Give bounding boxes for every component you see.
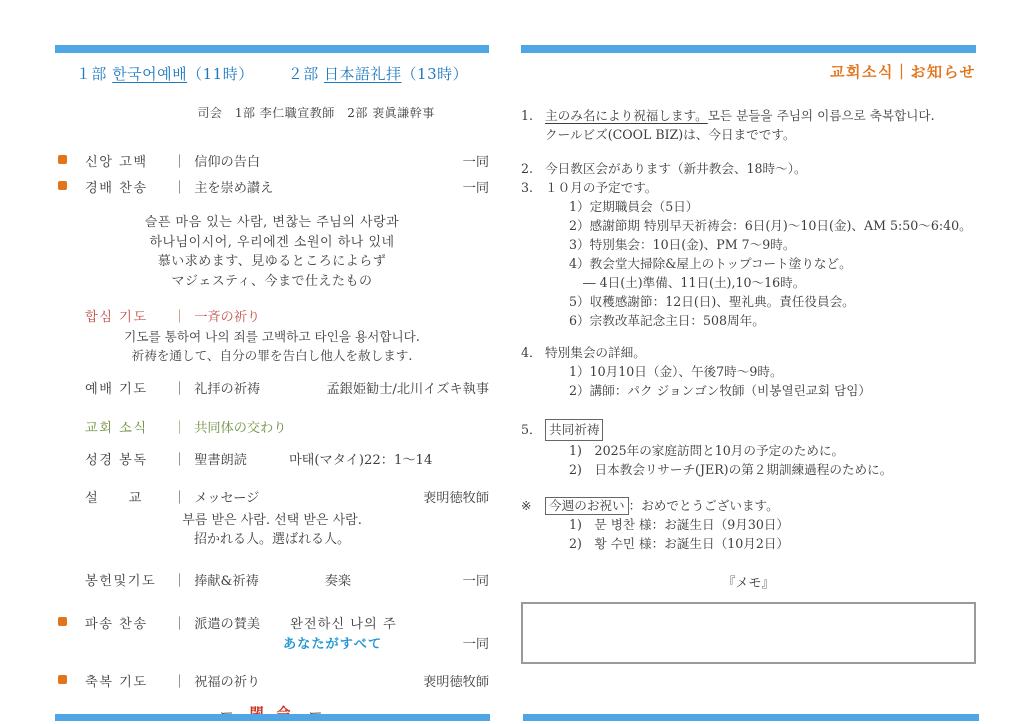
item-text-rest: 모든 분들을 주님의 이름으로 축복합니다. [707,108,935,123]
announcement-line: 1) 2025年の家庭訪問と10月の予定のために。 [569,443,845,458]
union-prayer-description [55,328,489,365]
sermon-title-block [55,512,489,549]
order-row-praise [55,177,489,196]
row-label-ko: 파송 찬송 [85,617,148,632]
left-bottom-bar [55,714,490,721]
hymn-line: 하나님이시어, 우리에겐 소원이 하나 있네 [149,234,395,250]
order-row-sending-hymn [55,613,489,632]
row-label-ja: 祝福の祈り [194,675,261,690]
bullet-square-icon [58,617,67,626]
label-separator: ｜ [173,421,187,436]
note-text [545,496,779,515]
row-label-ja: メッセージ [194,491,260,506]
part2-time: （13時） [401,65,469,83]
row-performer: 一同 [462,181,490,196]
service-title [55,63,489,84]
label-separator: ｜ [173,181,187,196]
row-label-ko: 신앙 고백 [85,155,148,170]
union-prayer-desc-ja: 祈祷を通して、自分の罪を告白し他人を赦します. [131,347,413,363]
label-separator: ｜ [173,453,187,468]
item-text: １０月の予定です。 [545,180,658,195]
row-performer: 一同 [462,155,490,170]
row-label-ja: 一斉の祈り [194,310,261,325]
label-separator: ｜ [173,675,187,690]
announcement-line: クールビズ(COOL BIZ)は、今日までです。 [545,127,796,142]
row-label-ko: 축복 기도 [85,675,148,690]
item-number: 5． [521,422,542,437]
announcement-line: 2) 日本教会リサーチ(JER)の第２期訓練過程のために。 [569,462,893,477]
label-separator: ｜ [173,574,187,589]
part1-time: （11時） [187,65,254,83]
row-label-ja: 主を崇め讃え [194,181,274,196]
offering-music: 奏楽 [324,574,352,589]
part2-label: ２部 [287,65,319,83]
worship-order-column [55,45,489,723]
announcement-line: 2）講師：パク ジョンゴン牧師（비봉열린교회 담임） [569,383,872,398]
item-text [545,106,935,125]
announcement-note [521,496,976,515]
item-text: 今日教区会があります（新井教会、18時～）。 [545,161,807,176]
bullet-square-icon [58,675,67,684]
row-label-ja: 捧献&祈祷 [194,574,259,589]
announcements-column [521,45,976,723]
row-label-ko: 성경 봉독 [85,453,148,468]
item-number: 2. [521,161,534,176]
sending-song-ko: 완전하신 나의 주 [290,617,397,632]
order-row-confession [55,151,489,170]
announcement-line: 6）宗教改革記念主日：508周年。 [569,313,765,328]
label-separator: ｜ [173,382,187,397]
sermon-title-ko: 부름 받은 사람. 선택 받은 사람. [182,513,362,528]
item-text-boxed: 共同祈祷 [545,419,603,441]
left-top-bar [55,45,489,53]
item-number: 4． [521,345,542,360]
sending-hymn-second-line [55,633,489,652]
note-star: ※ [521,498,532,513]
order-row-worship-prayer [55,378,489,397]
part1-service-name: 한국어예배 [112,65,188,83]
hymn-line: 슬픈 마음 있는 사람, 변찮는 주님의 사랑과 [144,215,400,230]
announcement-item-4 [521,343,976,362]
order-row-offering [55,570,489,589]
announcement-line: ― 4日(土)準備、11日(土),10～16時。 [583,275,806,290]
note-text-rest: ：おめでとうございます。 [628,498,779,513]
order-row-church-news [55,417,489,436]
order-row-scripture [55,449,489,468]
announcement-item-3 [521,178,976,197]
row-label-ja: 派遣の賛美 [194,617,261,632]
row-label-ko: 예배 기도 [85,382,148,397]
announcement-item-1 [521,106,976,125]
announcement-line: 2) 황 수민 様：お誕生日（10月2日） [569,536,790,551]
scripture-reference: 마태(マタイ)22：1～14 [288,453,433,468]
row-performer: 孟銀姫勧士/北川イズキ執事 [326,382,490,397]
moderator-line: 司会 1部 李仁職宣教師 2部 裵眞謙幹事 [197,106,435,120]
row-label-ja: 礼拝の祈祷 [194,382,261,397]
label-separator: ｜ [173,310,187,325]
right-bottom-bar [523,714,979,721]
order-row-sermon [55,487,489,506]
item-text-underlined: 主のみ名により祝福します。 [545,108,708,123]
row-performer: 一同 [462,574,490,589]
label-separator: ｜ [173,617,187,632]
announcement-line: 1）10月10日（金）、午後7時～9時。 [569,364,783,379]
label-separator: ｜ [173,155,187,170]
note-text-boxed: 今週のお祝い [545,497,629,515]
announcement-line: 4）教会堂大掃除&屋上のトップコート塗りなど。 [569,256,852,271]
announcements-title: 교회소식｜お知らせ [829,63,976,81]
row-label-ko: 경배 찬송 [85,181,148,196]
announcement-item-5 [521,419,976,441]
order-row-blessing [55,671,489,690]
memo-box [521,602,976,664]
item-text: 特別集会の詳細。 [545,345,646,360]
sending-song-ja: あなたがすべて [283,637,383,652]
part1-label: １部 [75,65,107,83]
sermon-title-ja: 招かれる人。選ばれる人。 [194,531,351,547]
announcement-item-2 [521,159,976,178]
bullet-square-icon [58,181,67,190]
row-performer: 一同 [462,637,490,652]
row-label-ko: 합심 기도 [85,310,148,325]
union-prayer-desc-ko: 기도를 통하여 나의 죄를 고백하고 타인을 용서합니다. [124,329,420,344]
row-performer: 裵明徳牧師 [423,491,490,506]
bullet-square-icon [58,155,67,164]
announcement-line: 1）定期職員会（5日） [569,199,699,214]
hymn-lyrics-block [55,213,489,291]
row-label-ko: 봉헌및기도 [85,574,157,589]
order-row-union-prayer [55,306,489,325]
announcement-line: 5）収穫感謝節：12日(日)、聖礼典。責任役員会。 [569,294,855,309]
row-label-ja: 信仰の告白 [194,155,261,170]
row-performer: 裵明徳牧師 [423,675,490,690]
hymn-line: 慕い求めます、見ゆるところによらず [157,254,387,269]
announcement-line: 1) 문 병찬 様：お誕生日（9月30日） [569,517,790,532]
item-number: 3. [521,180,534,195]
right-top-bar [521,45,976,53]
announcement-line: 2）感謝節期 特別早天祈祷会：6日(月)～10日(金)、AM 5:50～6:40。 [569,218,972,233]
row-label-ko: 설 교 [85,491,143,506]
label-separator: ｜ [173,491,187,506]
row-label-ja: 聖書朗読 [194,453,247,468]
announcement-line: 3）特別集会：10日(金)、PM 7～9時。 [569,237,796,252]
row-label-ko: 교회 소식 [85,421,148,436]
row-label-ja: 共同体の交わり [194,421,287,436]
hymn-line: マジェスティ、今まで仕えたもの [171,273,373,289]
part2-service-name: 日本語礼拝 [324,65,402,83]
item-number: 1. [521,108,534,123]
memo-title: 『メモ』 [722,576,775,591]
